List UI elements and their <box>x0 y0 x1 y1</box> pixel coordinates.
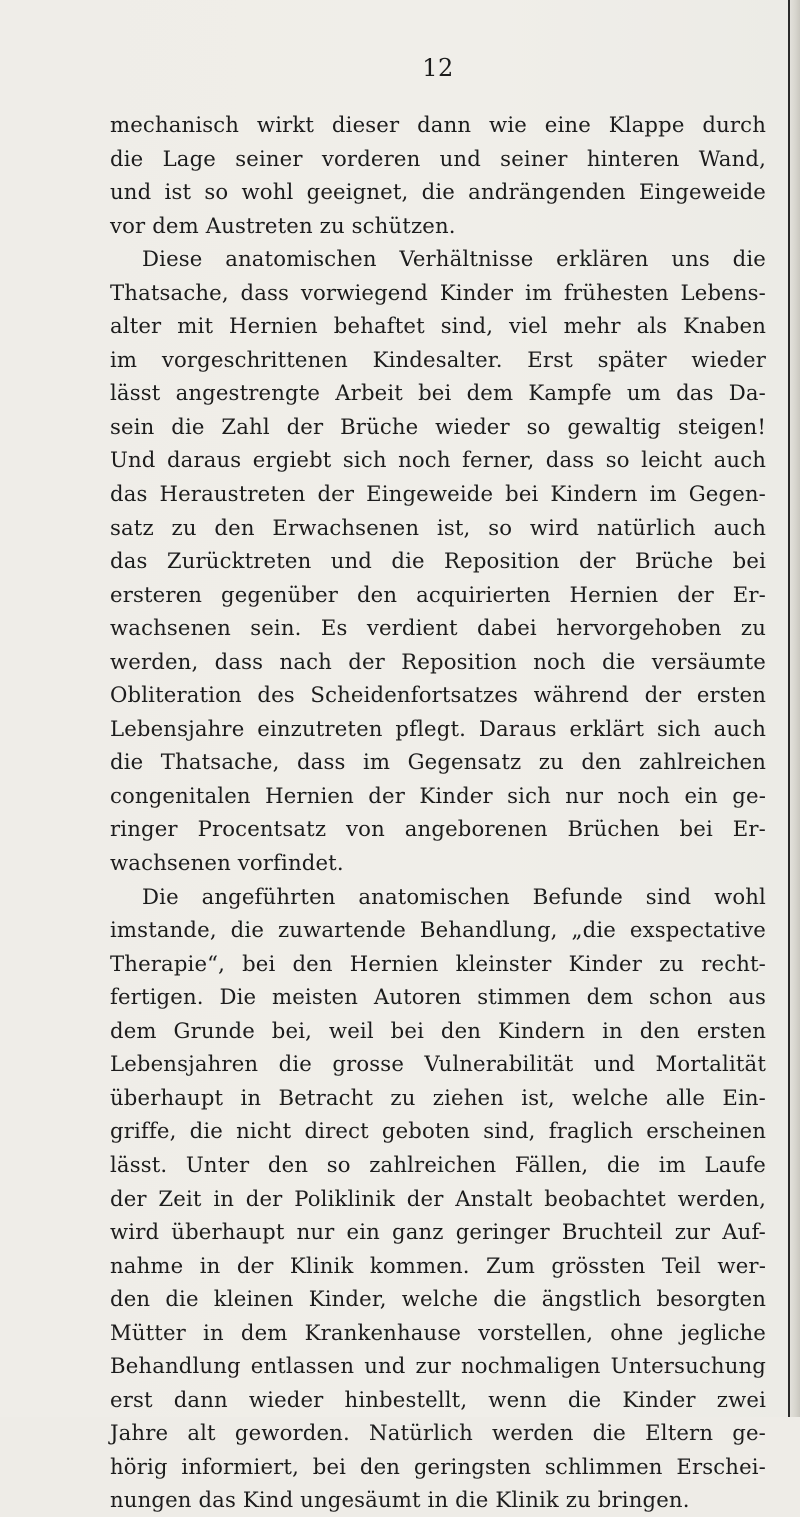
text-line: dem Grunde bei, weil bei den Kindern in den ersten <box>110 1017 766 1043</box>
text-line: ersteren gegenüber den acquirierten Hernien der Er- <box>110 581 766 607</box>
text-line: mechanisch wirkt dieser dann wie eine Klappe durch <box>110 112 766 137</box>
text-line: alter mit Hernien behaftet sind, viel mehr als Knaben <box>110 313 766 339</box>
text-line: imstande, die zuwartende Behandlung, „die exspectative <box>110 917 766 943</box>
text-line: griffe, die nicht direct geboten sind, fraglich erscheinen <box>110 1118 766 1144</box>
text-line: lässt angestrengte Arbeit bei dem Kampfe um das Da- <box>110 380 766 406</box>
text-line: lässt. Unter den so zahlreichen Fällen, die im Laufe <box>110 1151 766 1177</box>
text-line: Thatsache, dass vorwiegend Kinder im frühesten Lebens- <box>110 279 766 305</box>
text-line: das Heraustreten der Eingeweide bei Kindern im Gegen- <box>110 481 766 507</box>
text-line: wachsenen sein. Es verdient dabei hervorgehoben zu <box>110 615 766 641</box>
text-line: den die kleinen Kinder, welche die ängstlich besorgten <box>110 1286 766 1312</box>
text-line: wachsenen vorfindet. <box>110 850 344 876</box>
text-line: die Lage seiner vorderen und seiner hinteren Wand, <box>110 145 766 171</box>
text-line: erst dann wieder hinbestellt, wenn die Kinder zwei <box>110 1386 766 1412</box>
text-line: Lebensjahren die grosse Vulnerabilität und Mortalität <box>110 1051 766 1077</box>
text-line: sein die Zahl der Brüche wieder so gewaltig steigen! <box>110 413 766 439</box>
text-line: satz zu den Erwachsenen ist, so wird natürlich auch <box>110 514 766 540</box>
text-line: wird überhaupt nur ein ganz geringer Bruchteil zur Auf- <box>110 1219 766 1245</box>
text-line: Mütter in dem Krankenhause vorstellen, ohne jegliche <box>110 1319 766 1345</box>
text-line: Jahre alt geworden. Natürlich werden die Eltern ge- <box>110 1420 766 1446</box>
text-line: werden, dass nach der Reposition noch die versäumte <box>110 648 766 674</box>
text-line: der Zeit in der Poliklinik der Anstalt beobachtet werden, <box>110 1185 766 1211</box>
page-number: 12 <box>422 54 454 82</box>
text-line: überhaupt in Betracht zu ziehen ist, welche alle Ein- <box>110 1084 766 1110</box>
text-line: nungen das Kind ungesäumt in die Klinik zu bringen. <box>110 1487 690 1513</box>
text-line: vor dem Austreten zu schützen. <box>110 212 456 238</box>
text-line: und ist so wohl geeignet, die andrängenden Eingeweide <box>110 179 766 205</box>
text-line: das Zurücktreten und die Reposition der Brüche bei <box>110 548 766 574</box>
text-line: Diese anatomischen Verhältnisse erklären uns die <box>142 246 766 272</box>
page-edge-line <box>788 0 790 1417</box>
text-line: hörig informiert, bei den geringsten schlimmen Erschei- <box>110 1453 766 1479</box>
text-line: Therapie“, bei den Hernien kleinster Kinder zu recht- <box>110 950 766 976</box>
text-line: Und daraus ergiebt sich noch ferner, dass so leicht auch <box>110 447 766 473</box>
body-text <box>110 108 766 1517</box>
text-line: congenitalen Hernien der Kinder sich nur noch ein ge- <box>110 782 766 808</box>
text-line: die Thatsache, dass im Gegensatz zu den zahlreichen <box>110 749 766 775</box>
text-line: Obliteration des Scheidenfortsatzes während der ersten <box>110 682 766 708</box>
text-line: fertigen. Die meisten Autoren stimmen dem schon aus <box>110 984 766 1010</box>
text-line: Lebensjahre einzutreten pflegt. Daraus erklärt sich auch <box>110 715 766 741</box>
text-line: nahme in der Klinik kommen. Zum grössten Teil wer- <box>110 1252 766 1278</box>
text-line: Die angeführten anatomischen Befunde sind wohl <box>142 883 766 909</box>
text-line: im vorgeschrittenen Kindesalter. Erst später wieder <box>110 346 766 372</box>
text-line: ringer Procentsatz von angeborenen Brüchen bei Er- <box>110 816 766 842</box>
text-line: Behandlung entlassen und zur nochmaligen Untersuchung <box>110 1353 766 1379</box>
